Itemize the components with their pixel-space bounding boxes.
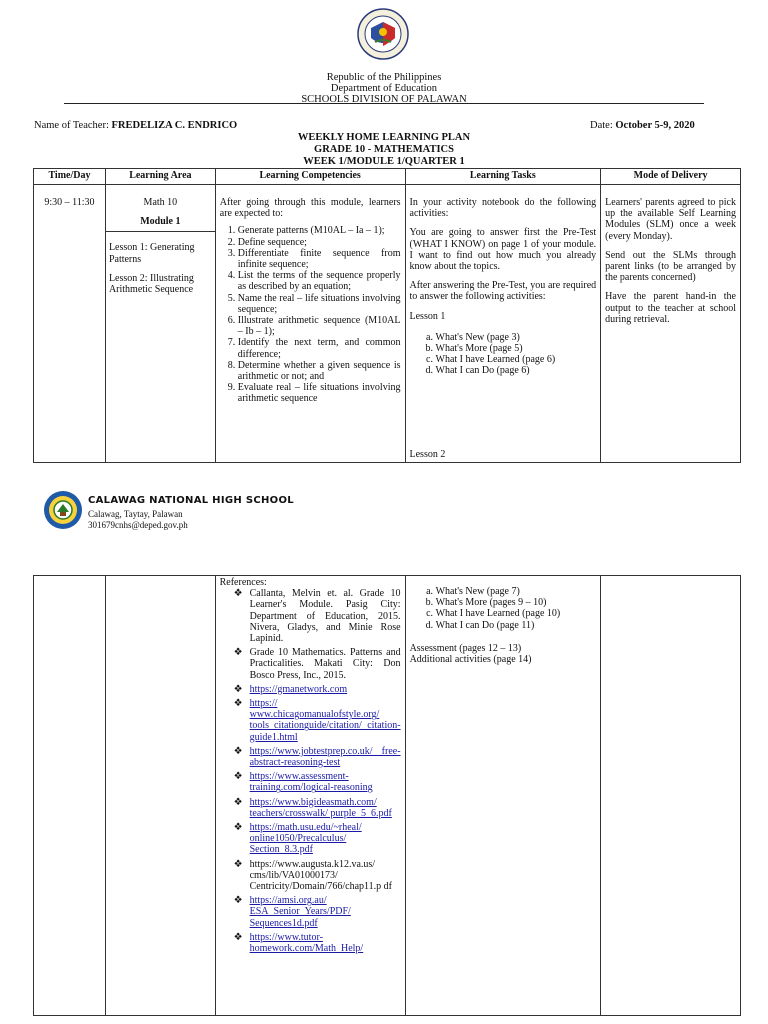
area-cell-empty (105, 576, 215, 1016)
reference-link[interactable]: https://gmanetwork.com (249, 683, 348, 695)
diamond-bullet-icon: ❖ (233, 683, 243, 695)
delivery-cell (601, 185, 741, 463)
area-cell (105, 185, 215, 463)
header-republic: Republic of the Philippines (326, 72, 442, 83)
diamond-bullet-icon: ❖ (233, 858, 243, 870)
reference-item (234, 797, 401, 819)
competency-item: 1. Generate patterns (M10AL – Ia – 1); (238, 225, 401, 236)
competencies-cell (215, 185, 405, 463)
task-item: c. What I have Learned (page 6) (436, 354, 597, 365)
reference-link[interactable]: https:// www.chicagomanualofstyle.org/ tools_citationguide/citation/ citation-guide1.html (249, 698, 401, 743)
learning-plan-table (33, 168, 741, 463)
reference-item (234, 895, 401, 929)
diamond-bullet-icon: ❖ (233, 822, 243, 834)
deped-seal-icon (357, 8, 409, 60)
tasks-cell-continued (405, 576, 601, 1016)
plan-week: WEEK 1/MODULE 1/QUARTER 1 (303, 156, 465, 167)
school-address: Calawag, Taytay, Palawan (88, 509, 183, 519)
reference-url-text: https://www.augusta.k12.va.us/ cms/lib/VA01000173/ Centricity/Domain/766/chap11.p df (249, 858, 392, 893)
area-subject: Math 10 (143, 197, 178, 208)
time-cell-empty (34, 576, 106, 1016)
teacher-label: Name of Teacher: (34, 120, 109, 131)
reference-item (234, 698, 401, 743)
diamond-bullet-icon: ❖ (233, 771, 243, 783)
area-lesson1: Lesson 1: Generating Patterns (108, 242, 195, 265)
time-cell (34, 185, 106, 463)
reference-item (234, 822, 401, 856)
diamond-bullet-icon: ❖ (233, 796, 243, 808)
competency-item: 4. List the terms of the sequence properly as described by an equation; (238, 270, 401, 292)
table-header-row (34, 169, 741, 185)
competency-item: 6. Illustrate arithmetic sequence (M10AL – Ib – 1); (238, 315, 401, 337)
references-cell (215, 576, 405, 1016)
reference-item (234, 932, 401, 954)
references-list (220, 588, 401, 954)
header-divider (64, 103, 704, 104)
header-time-day: Time/Day (34, 169, 106, 185)
header-mode-of-delivery: Mode of Delivery (601, 169, 741, 185)
learning-plan-table-continued (33, 575, 741, 1016)
references-label: References: (219, 577, 267, 588)
competency-item: 2. Define sequence; (238, 237, 401, 248)
reference-link[interactable]: https://www.assessment-training.com/logical-reasoning (249, 771, 373, 794)
competencies-intro: After going through this module, learners are expected to: (219, 197, 401, 220)
reference-item (234, 684, 401, 695)
competency-item: 5. Name the real – life situations involving sequence; (238, 293, 401, 315)
competency-item: 7. Identify the next term, and common difference; (238, 337, 401, 359)
diamond-bullet-icon: ❖ (233, 698, 243, 710)
diamond-bullet-icon: ❖ (233, 588, 243, 600)
delivery-p3: Have the parent hand-in the output to the teacher at school during retrieval. (605, 291, 736, 325)
competency-item: 8. Determine whether a given sequence is arithmetic or not; and (238, 360, 401, 382)
competency-item: 3. Differentiate finite sequence from infinite sequence; (238, 248, 401, 270)
lesson2-task-list (410, 586, 597, 631)
header-learning-area: Learning Area (105, 169, 215, 185)
date-label: Date: (590, 120, 613, 131)
competency-item: 9. Evaluate real – life situations involving arithmetic sequence (238, 382, 401, 404)
delivery-p1: Learners' parents agreed to pick up the available Self Learning Modules (SLM) once a week (every Monday). (605, 197, 736, 242)
tasks-p1: In your activity notebook do the following activities: (409, 197, 597, 220)
plan-grade: GRADE 10 - MATHEMATICS (314, 144, 454, 155)
reference-link[interactable]: https://www.bigideasmath.com/ teachers/crosswalk/ purple_5_6.pdf (249, 796, 392, 819)
area-lesson2: Lesson 2: Illustrating Arithmetic Sequence (108, 272, 194, 296)
task-item: b. What's More (page 5) (436, 343, 597, 354)
delivery-p2: Send out the SLMs through parent links (to be arranged by the parents concerned) (605, 249, 736, 284)
tasks-lesson2: Lesson 2 (409, 448, 446, 460)
plan-title: WEEKLY HOME LEARNING PLAN (297, 132, 471, 143)
date-value: October 5-9, 2020 (615, 120, 695, 131)
diamond-bullet-icon: ❖ (233, 745, 243, 757)
task-item: a. What's New (page 7) (436, 586, 597, 597)
area-module: Module 1 (106, 216, 215, 232)
reference-link[interactable]: https://amsi.org.au/ ESA_Senior_Years/PDF/ Sequences1d.pdf (249, 895, 351, 929)
tasks-lesson1: Lesson 1 (409, 310, 446, 322)
diamond-bullet-icon: ❖ (233, 647, 243, 659)
reference-link[interactable]: https://math.usu.edu/~rheal/ online1050/Precalculus/ Section_8.3.pdf (249, 822, 362, 856)
tasks-cell (405, 185, 601, 463)
reference-item: ❖ Callanta, Melvin et. al. Grade 10 Learner's Module. Pasig City: Department of Education, 2015. Nivera, Gladys, and Minie Rose Lapinid. (233, 588, 401, 645)
reference-link[interactable]: https://www.tutor-homework.com/Math_Help/ (249, 931, 364, 955)
header-learning-tasks: Learning Tasks (405, 169, 601, 185)
lesson1-task-list (410, 332, 597, 377)
table-row (34, 576, 741, 1016)
diamond-bullet-icon: ❖ (233, 931, 243, 943)
reference-item: ❖ Grade 10 Mathematics. Patterns and Practicalities. Makati City: Don Bosco Press, Inc., 2015. (233, 647, 401, 681)
task-item: c. What I have Learned (page 10) (436, 608, 597, 619)
time-value: 9:30 – 11:30 (44, 197, 95, 208)
task-item: a. What's New (page 3) (436, 332, 597, 343)
header-division: SCHOOLS DIVISION OF PALAWAN (301, 94, 467, 105)
task-item: d. What I can Do (page 11) (436, 620, 597, 631)
school-logo-icon (43, 490, 83, 530)
school-name: CALAWAG NATIONAL HIGH SCHOOL (88, 495, 294, 506)
school-email: 301679cnhs@deped.gov.ph (88, 520, 188, 530)
assessment-text: Assessment (pages 12 – 13) (409, 642, 522, 654)
reference-item (234, 771, 401, 793)
table-row (34, 185, 741, 463)
tasks-p3: After answering the Pre-Test, you are required to answer the following activities: (409, 280, 597, 303)
date-line (590, 120, 695, 131)
tasks-p2: You are going to answer first the Pre-Test (WHAT I KNOW) on page 1 of your module. I want to find out how much you already know about the topics. (409, 227, 597, 273)
reference-item (234, 859, 401, 893)
competencies-list (220, 225, 401, 404)
reference-item (234, 746, 401, 768)
delivery-cell-empty (601, 576, 741, 1016)
task-item: b. What's More (pages 9 – 10) (436, 597, 597, 608)
header-department: Department of Education (330, 83, 438, 94)
additional-activities-text: Additional activities (page 14) (409, 654, 532, 666)
header-learning-competencies: Learning Competencies (215, 169, 405, 185)
reference-link[interactable]: https://www.jobtestprep.co.uk/ free-abstract-reasoning-test (249, 745, 401, 769)
teacher-name: FREDELIZA C. ENDRICO (111, 120, 238, 131)
task-item: d. What I can Do (page 6) (436, 365, 597, 376)
teacher-line (34, 120, 237, 131)
diamond-bullet-icon: ❖ (233, 895, 243, 907)
